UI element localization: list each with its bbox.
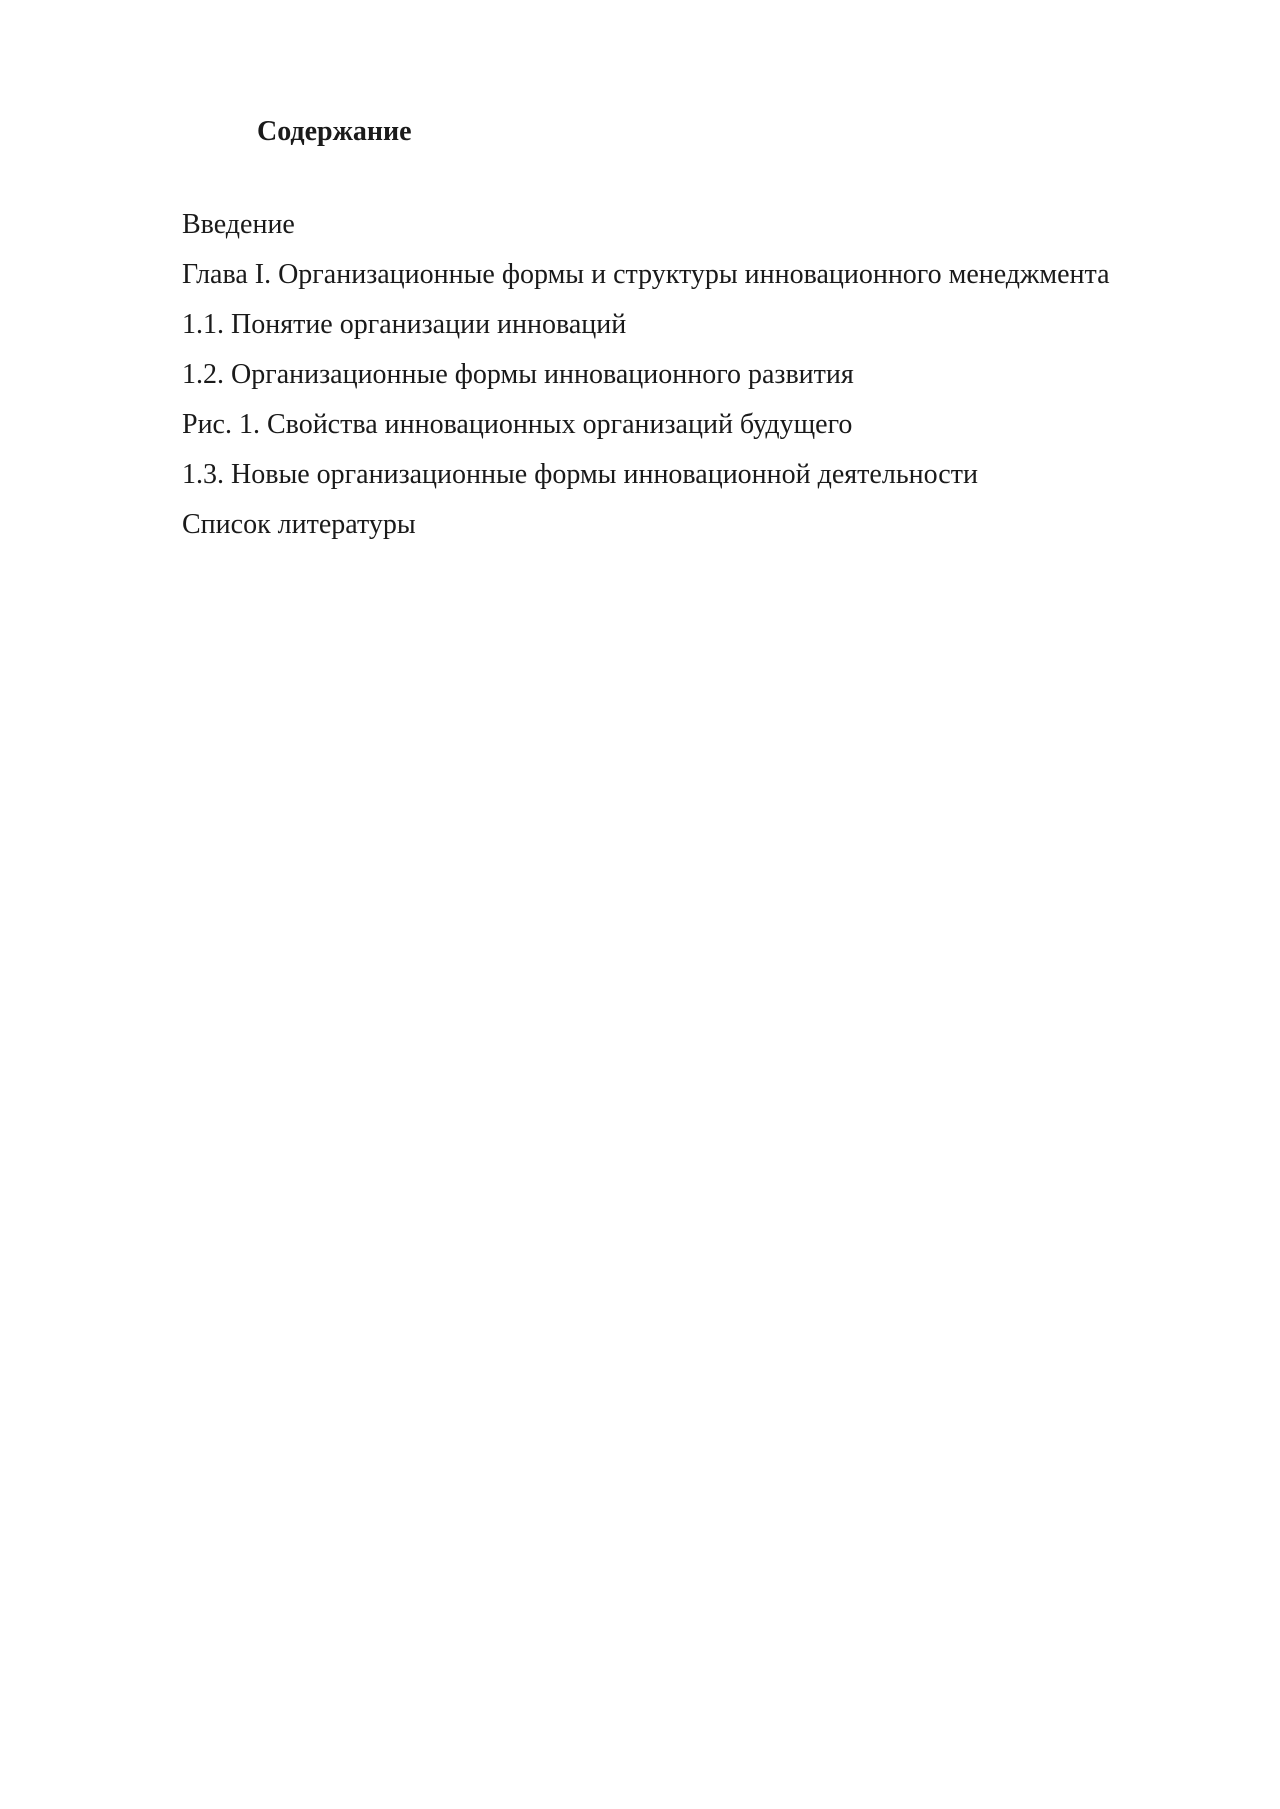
toc-item-figure-1: Рис. 1. Свойства инновационных организаций будущего	[182, 409, 853, 440]
toc-item-section-1-3: 1.3. Новые организационные формы инновационной деятельности	[182, 459, 978, 490]
toc-item-chapter-1: Глава I. Организационные формы и структуры инновационного менеджмента	[182, 259, 1110, 290]
toc-item-introduction: Введение	[182, 209, 295, 240]
toc-heading: Содержание	[257, 116, 412, 147]
toc-item-section-1-1: 1.1. Понятие организации инноваций	[182, 309, 627, 340]
toc-item-references: Список литературы	[182, 509, 416, 540]
table-of-contents	[182, 211, 1110, 561]
toc-item-section-1-2: 1.2. Организационные формы инновационного развития	[182, 359, 854, 390]
